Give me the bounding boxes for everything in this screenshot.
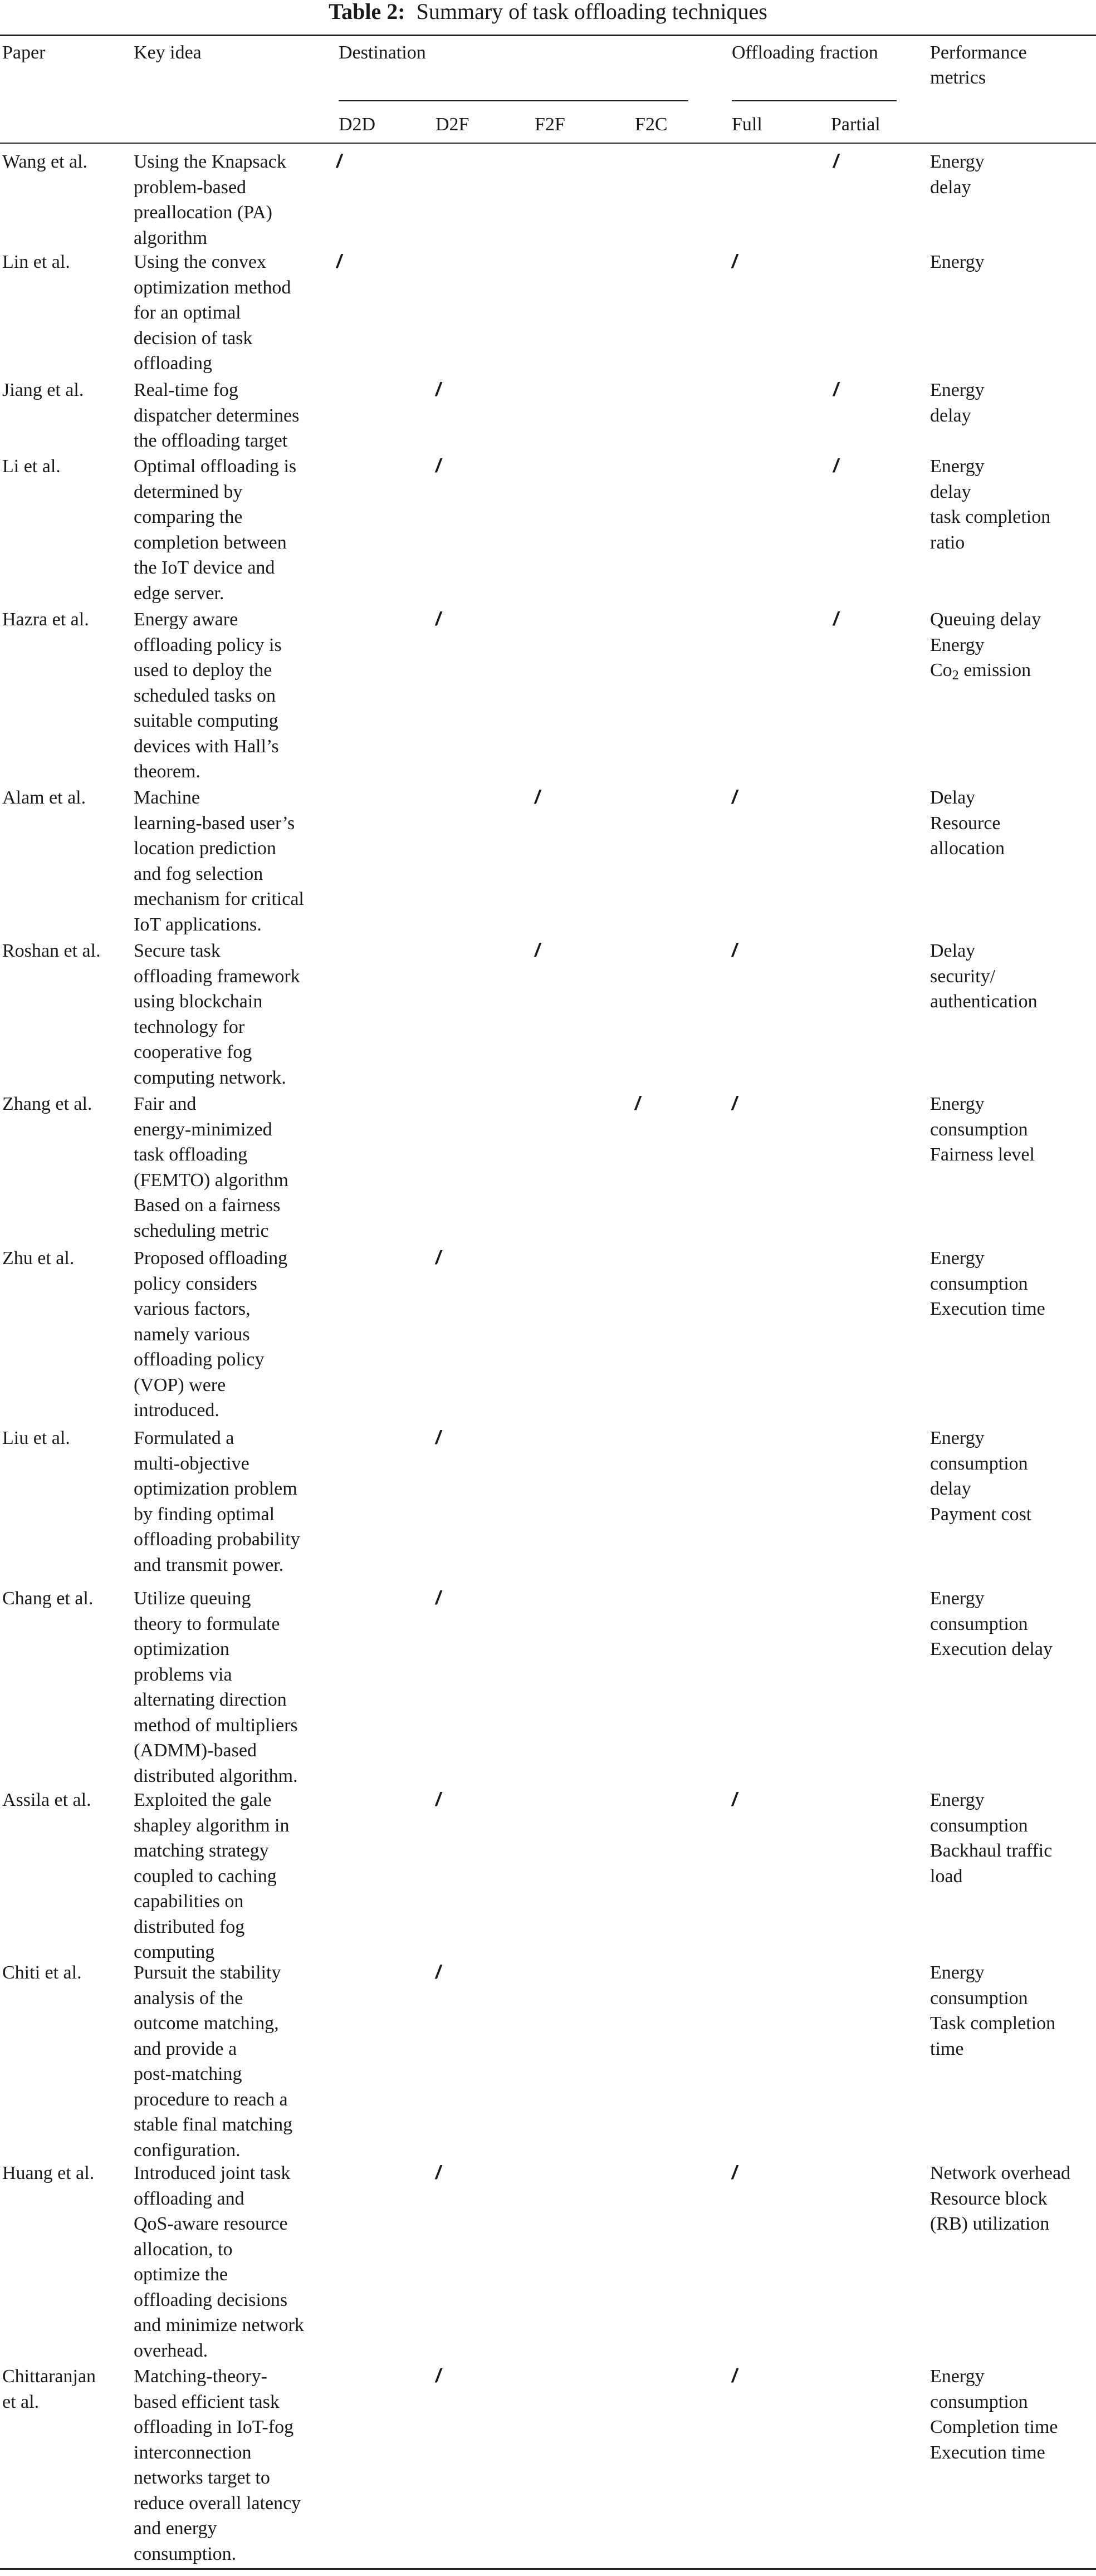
- row-performance-metric: Execution time: [930, 2442, 1045, 2463]
- row-key-idea: Using the convex: [134, 252, 266, 272]
- row-key-idea: based efficient task: [134, 2391, 280, 2412]
- row-key-idea: Formulated a: [134, 1428, 234, 1448]
- row-key-idea: offloading decisions: [134, 2289, 288, 2310]
- row-key-idea: QoS-aware resource: [134, 2213, 288, 2234]
- row-performance-metric: Energy: [930, 252, 985, 272]
- row-key-idea: preallocation (PA): [134, 202, 272, 223]
- row-performance-metric: delay: [930, 177, 971, 198]
- row-performance-metric: consumption: [930, 1119, 1028, 1140]
- row-key-idea: theory to formulate: [134, 1613, 280, 1634]
- row-performance-metric: consumption: [930, 2391, 1028, 2412]
- row-key-idea: devices with Hall’s: [134, 736, 279, 757]
- row-key-idea: completion between: [134, 532, 287, 553]
- row-key-idea: Real-time fog: [134, 380, 238, 400]
- table-caption-label: Table 2:: [329, 0, 405, 24]
- check-mark-full: /: [732, 1789, 737, 1810]
- row-key-idea: determined by: [134, 481, 243, 502]
- header-paper: Paper: [2, 42, 46, 63]
- row-key-idea: post-matching: [134, 2064, 242, 2084]
- row-key-idea: Based on a fairness: [134, 1195, 281, 1216]
- header-full: Full: [732, 114, 762, 135]
- row-performance-metric: Energy: [930, 2366, 985, 2387]
- row-performance-metric: Energy: [930, 151, 985, 172]
- row-performance-metric: (RB) utilization: [930, 2213, 1050, 2234]
- check-mark-partial: /: [833, 379, 839, 400]
- row-key-idea: learning-based user’s: [134, 812, 295, 834]
- row-key-idea: problem-based: [134, 177, 247, 198]
- row-performance-metric: Energy: [930, 1248, 985, 1269]
- row-key-idea: theorem.: [134, 761, 200, 782]
- row-key-idea: shapley algorithm in: [134, 1815, 290, 1836]
- row-key-idea: overhead.: [134, 2340, 208, 2361]
- row-key-idea: algorithm: [134, 227, 208, 248]
- row-key-idea: using blockchain: [134, 991, 263, 1012]
- row-performance-metric: Queuing delay: [930, 609, 1041, 630]
- row-key-idea: technology for: [134, 1016, 245, 1037]
- header-bottom-rule: [0, 143, 1096, 144]
- row-key-idea: Proposed offloading: [134, 1248, 288, 1269]
- check-mark-d2f: /: [436, 2162, 441, 2183]
- row-key-idea: outcome matching,: [134, 2013, 279, 2034]
- row-performance-metric: load: [930, 1865, 963, 1887]
- check-mark-d2f: /: [436, 379, 441, 400]
- row-key-idea: and energy: [134, 2518, 217, 2539]
- row-performance-metric: Energy: [930, 1588, 985, 1609]
- row-key-idea: used to deploy the: [134, 660, 272, 680]
- check-mark-full: /: [732, 251, 737, 272]
- row-key-idea: Pursuit the stability: [134, 1962, 281, 1983]
- row-performance-metric: delay: [930, 481, 971, 502]
- row-key-idea: and transmit power.: [134, 1554, 284, 1575]
- row-key-idea: stable final matching: [134, 2114, 293, 2135]
- row-performance-metric: Energy: [930, 1428, 985, 1448]
- check-mark-full: /: [732, 940, 737, 961]
- destination-subrule: [339, 100, 688, 101]
- row-performance-metric: consumption: [930, 1815, 1028, 1836]
- row-key-idea: interconnection: [134, 2442, 252, 2463]
- header-d2f: D2F: [436, 114, 469, 135]
- row-key-idea: Matching-theory-: [134, 2366, 267, 2387]
- row-key-idea: IoT applications.: [134, 914, 262, 935]
- row-key-idea: distributed algorithm.: [134, 1765, 298, 1786]
- check-mark-full: /: [732, 787, 737, 808]
- row-paper: Alam et al.: [2, 787, 86, 808]
- row-key-idea: Using the Knapsack: [134, 151, 286, 172]
- row-key-idea: optimization problem: [134, 1478, 297, 1499]
- row-paper: Chittaranjan: [2, 2366, 96, 2387]
- row-paper: Zhu et al.: [2, 1248, 75, 1269]
- row-performance-metric: Network overhead: [930, 2163, 1071, 2183]
- row-key-idea: and provide a: [134, 2038, 237, 2059]
- row-performance-metric: Resource: [930, 812, 1001, 834]
- row-key-idea: policy considers: [134, 1273, 257, 1294]
- row-key-idea: offloading policy is: [134, 634, 282, 655]
- check-mark-f2f: /: [535, 787, 540, 808]
- row-performance-metric: allocation: [930, 838, 1005, 859]
- header-offloading-fraction: Offloading fraction: [732, 42, 878, 63]
- check-mark-d2f: /: [436, 609, 441, 630]
- header-d2d: D2D: [339, 114, 376, 135]
- check-mark-d2f: /: [436, 1427, 441, 1448]
- check-mark-d2f: /: [436, 1588, 441, 1609]
- row-performance-metric: Delay: [930, 787, 976, 808]
- row-performance-metric: task completion: [930, 507, 1051, 527]
- row-performance-metric: Energy: [930, 380, 985, 400]
- row-key-idea: (FEMTO) algorithm: [134, 1169, 288, 1191]
- row-performance-metric: Energy: [930, 456, 985, 477]
- row-paper: et al.: [2, 2391, 40, 2412]
- row-key-idea: offloading probability: [134, 1529, 300, 1550]
- row-key-idea: task offloading: [134, 1144, 248, 1165]
- row-performance-metric: delay: [930, 1478, 971, 1499]
- row-performance-metric: Energy: [930, 1790, 985, 1810]
- check-mark-full: /: [732, 1093, 737, 1114]
- row-key-idea: introduced.: [134, 1400, 219, 1421]
- row-key-idea: scheduled tasks on: [134, 685, 276, 706]
- row-performance-metric: delay: [930, 405, 971, 426]
- check-mark-d2f: /: [436, 1789, 441, 1810]
- row-performance-metric: Energy: [930, 1962, 985, 1983]
- row-key-idea: Optimal offloading is: [134, 456, 297, 477]
- table-top-rule: [0, 35, 1096, 36]
- row-performance-metric: ratio: [930, 532, 965, 553]
- row-key-idea: optimization: [134, 1639, 229, 1659]
- row-performance-metric: Energy: [930, 634, 985, 655]
- header-destination: Destination: [339, 42, 426, 63]
- row-paper: Assila et al.: [2, 1790, 91, 1810]
- row-key-idea: (VOP) were: [134, 1374, 226, 1395]
- row-paper: Wang et al.: [2, 151, 88, 172]
- row-key-idea: computing network.: [134, 1067, 286, 1088]
- row-paper: Liu et al.: [2, 1428, 70, 1448]
- row-key-idea: alternating direction: [134, 1689, 287, 1710]
- row-paper: Huang et al.: [2, 2163, 95, 2183]
- check-mark-partial: /: [833, 151, 839, 172]
- row-performance-metric: time: [930, 2038, 964, 2059]
- header-f2c: F2C: [635, 114, 668, 135]
- header-partial: Partial: [831, 114, 880, 135]
- check-mark-d2f: /: [436, 2366, 441, 2387]
- row-key-idea: the offloading target: [134, 430, 288, 451]
- check-mark-d2f: /: [436, 456, 441, 477]
- row-key-idea: optimize the: [134, 2264, 228, 2285]
- row-performance-metric: Task completion: [930, 2013, 1056, 2034]
- check-mark-full: /: [732, 2366, 737, 2387]
- row-performance-metric: consumption: [930, 1273, 1028, 1294]
- header-performance-metrics-line1: Performance: [930, 42, 1027, 63]
- row-key-idea: Machine: [134, 787, 200, 808]
- row-performance-metric: Energy: [930, 1094, 985, 1114]
- check-mark-d2d: /: [336, 151, 342, 172]
- row-paper: Chiti et al.: [2, 1962, 82, 1983]
- row-key-idea: location prediction: [134, 838, 276, 859]
- offloading-fraction-subrule: [732, 100, 897, 101]
- row-key-idea: procedure to reach a: [134, 2089, 288, 2110]
- row-key-idea: Energy aware: [134, 609, 238, 630]
- row-key-idea: offloading in IoT-fog: [134, 2417, 294, 2437]
- row-paper: Hazra et al.: [2, 609, 89, 630]
- check-mark-d2f: /: [436, 1247, 441, 1269]
- header-f2f: F2F: [535, 114, 565, 135]
- row-key-idea: by finding optimal: [134, 1504, 275, 1525]
- row-key-idea: consumption.: [134, 2543, 237, 2564]
- row-performance-metric: Execution delay: [930, 1639, 1053, 1659]
- row-performance-metric: security/: [930, 966, 996, 987]
- row-paper: Lin et al.: [2, 252, 70, 272]
- row-performance-metric: $Co_2$ emission: [930, 660, 1031, 683]
- row-performance-metric: consumption: [930, 1453, 1028, 1474]
- row-key-idea: coupled to caching: [134, 1865, 277, 1887]
- table-caption: [0, 0, 1096, 23]
- row-key-idea: mechanism for critical: [134, 889, 304, 909]
- row-key-idea: distributed fog: [134, 1916, 245, 1937]
- check-mark-f2c: /: [635, 1093, 640, 1114]
- row-performance-metric: authentication: [930, 991, 1038, 1012]
- row-key-idea: Utilize queuing: [134, 1588, 251, 1609]
- header-key-idea: Key idea: [134, 42, 202, 63]
- row-performance-metric: Resource block: [930, 2188, 1048, 2209]
- row-key-idea: edge server.: [134, 582, 224, 604]
- row-key-idea: Introduced joint task: [134, 2163, 291, 2183]
- row-performance-metric: Payment cost: [930, 1504, 1032, 1525]
- row-key-idea: configuration.: [134, 2139, 241, 2161]
- row-key-idea: for an optimal: [134, 302, 241, 323]
- check-mark-f2f: /: [535, 940, 540, 961]
- row-key-idea: reduce overall latency: [134, 2492, 301, 2514]
- row-key-idea: analysis of the: [134, 1987, 243, 2009]
- row-key-idea: decision of task: [134, 327, 253, 349]
- row-key-idea: comparing the: [134, 507, 243, 527]
- table-caption-title: Summary of task offloading techniques: [416, 0, 767, 24]
- row-key-idea: offloading policy: [134, 1349, 265, 1370]
- row-key-idea: various factors,: [134, 1299, 251, 1319]
- row-key-idea: method of multipliers: [134, 1715, 298, 1736]
- row-key-idea: allocation, to: [134, 2239, 233, 2260]
- check-mark-partial: /: [833, 456, 839, 477]
- row-performance-metric: consumption: [930, 1987, 1028, 2009]
- row-paper: Zhang et al.: [2, 1094, 92, 1114]
- row-key-idea: problems via: [134, 1664, 232, 1685]
- row-paper: Chang et al.: [2, 1588, 94, 1609]
- row-paper: Roshan et al.: [2, 941, 101, 961]
- row-key-idea: the IoT device and: [134, 557, 275, 578]
- row-key-idea: namely various: [134, 1324, 250, 1345]
- row-key-idea: scheduling metric: [134, 1220, 269, 1241]
- check-mark-full: /: [732, 2162, 737, 2183]
- row-key-idea: matching strategy: [134, 1840, 269, 1861]
- row-key-idea: energy-minimized: [134, 1119, 272, 1140]
- check-mark-d2d: /: [336, 251, 342, 272]
- row-key-idea: cooperative fog: [134, 1042, 252, 1062]
- row-key-idea: (ADMM)-based: [134, 1740, 257, 1761]
- check-mark-d2f: /: [436, 1962, 441, 1983]
- row-key-idea: suitable computing: [134, 711, 278, 731]
- row-key-idea: offloading and: [134, 2188, 244, 2209]
- row-performance-metric: Completion time: [930, 2417, 1058, 2437]
- row-key-idea: and fog selection: [134, 863, 263, 884]
- row-key-idea: computing: [134, 1942, 215, 1962]
- row-paper: Jiang et al.: [2, 380, 84, 400]
- header-performance-metrics-line2: metrics: [930, 67, 986, 88]
- row-performance-metric: consumption: [930, 1613, 1028, 1634]
- table-bottom-rule: [0, 2568, 1096, 2570]
- row-key-idea: optimization method: [134, 277, 291, 298]
- row-performance-metric: Backhaul traffic: [930, 1840, 1053, 1861]
- row-key-idea: offloading framework: [134, 966, 300, 987]
- row-performance-metric: Execution time: [930, 1299, 1045, 1319]
- row-paper: Li et al.: [2, 456, 61, 477]
- row-key-idea: capabilities on: [134, 1891, 244, 1912]
- row-key-idea: Secure task: [134, 941, 221, 961]
- row-performance-metric: Delay: [930, 941, 976, 961]
- row-key-idea: multi-objective: [134, 1453, 249, 1474]
- row-key-idea: networks target to: [134, 2467, 270, 2488]
- row-key-idea: Fair and: [134, 1094, 197, 1114]
- row-performance-metric: Fairness level: [930, 1144, 1035, 1165]
- row-key-idea: dispatcher determines: [134, 405, 300, 426]
- row-key-idea: offloading: [134, 353, 213, 374]
- row-key-idea: Exploited the gale: [134, 1790, 272, 1810]
- row-key-idea: and minimize network: [134, 2315, 304, 2335]
- check-mark-partial: /: [833, 609, 839, 630]
